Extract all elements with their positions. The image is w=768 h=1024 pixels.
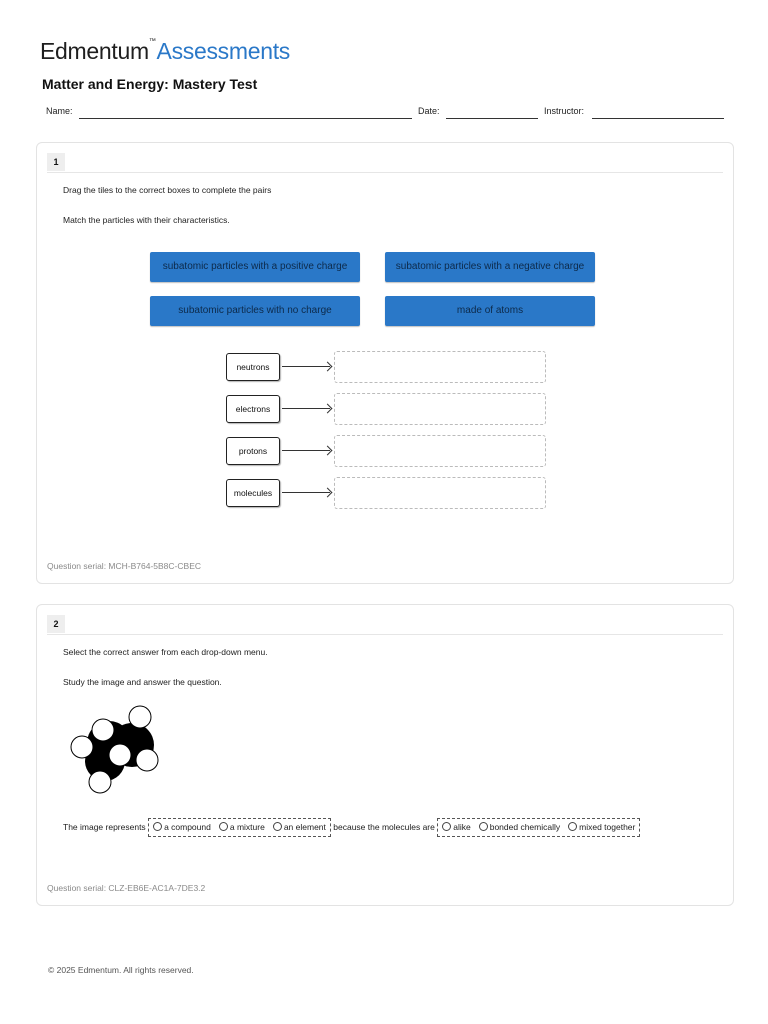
question-prompt: Study the image and answer the question. <box>63 677 222 687</box>
question-instruction: Drag the tiles to the correct boxes to complete the pairs <box>63 185 272 195</box>
option-alike[interactable] <box>442 820 470 835</box>
drop-box-neutrons[interactable] <box>334 351 546 383</box>
tile-positive-charge[interactable]: subatomic particles with a positive charge <box>150 252 360 282</box>
tile-no-charge[interactable]: subatomic particles with no charge <box>150 296 360 326</box>
term-neutrons: neutrons <box>226 353 280 381</box>
option-element[interactable] <box>273 820 326 835</box>
arrow-icon <box>282 450 330 451</box>
arrow-icon <box>282 492 330 493</box>
option-label: mixed together <box>579 822 636 832</box>
option-bonded-chemically[interactable] <box>479 820 560 835</box>
dropdown-menu-1[interactable] <box>148 818 331 837</box>
radio-icon[interactable] <box>153 822 162 831</box>
question-2-card <box>36 604 734 906</box>
date-label: Date: <box>418 106 440 116</box>
question-instruction: Select the correct answer from each drop-down menu. <box>63 647 268 657</box>
name-line <box>79 118 412 119</box>
option-mixture[interactable] <box>219 820 265 835</box>
radio-icon[interactable] <box>479 822 488 831</box>
logo-product: Assessments <box>156 38 290 64</box>
question-number: 1 <box>47 153 65 171</box>
radio-icon[interactable] <box>568 822 577 831</box>
divider <box>47 172 723 173</box>
arrow-icon <box>282 366 330 367</box>
question-prompt: Match the particles with their characteristics. <box>63 215 230 225</box>
option-compound[interactable] <box>153 820 211 835</box>
tile-made-of-atoms[interactable]: made of atoms <box>385 296 595 326</box>
date-line <box>446 118 538 119</box>
logo-trademark: ™ <box>148 38 156 45</box>
molecule-image <box>67 703 167 798</box>
page-title: Matter and Energy: Mastery Test <box>42 76 258 92</box>
logo-brand: Edmentum <box>40 38 149 64</box>
radio-icon[interactable] <box>219 822 228 831</box>
option-label: bonded chemically <box>489 822 561 832</box>
edmentum-logo <box>40 38 290 65</box>
instructor-line <box>592 118 724 119</box>
name-label: Name: <box>46 106 73 116</box>
drop-box-molecules[interactable] <box>334 477 546 509</box>
option-label: a compound <box>164 822 211 832</box>
question-serial: Question serial: CLZ-EB6E-AC1A-7DE3.2 <box>47 883 206 893</box>
term-molecules: molecules <box>226 479 280 507</box>
sentence-middle: because the molecules are <box>333 822 435 832</box>
option-label: alike <box>453 822 471 832</box>
instructor-label: Instructor: <box>544 106 585 116</box>
question-serial: Question serial: MCH-B764-5B8C-CBEC <box>47 561 201 571</box>
radio-icon[interactable] <box>273 822 282 831</box>
drop-box-protons[interactable] <box>334 435 546 467</box>
option-mixed-together[interactable] <box>568 820 635 835</box>
term-protons: protons <box>226 437 280 465</box>
question-1-card <box>36 142 734 584</box>
divider <box>47 634 723 635</box>
question-number: 2 <box>47 615 65 633</box>
option-label: a mixture <box>229 822 265 832</box>
option-label: an element <box>283 822 326 832</box>
dropdown-menu-2[interactable] <box>437 818 640 837</box>
radio-icon[interactable] <box>442 822 451 831</box>
term-electrons: electrons <box>226 395 280 423</box>
arrow-icon <box>282 408 330 409</box>
drop-box-electrons[interactable] <box>334 393 546 425</box>
copyright: © 2025 Edmentum. All rights reserved. <box>48 965 194 975</box>
sentence-start: The image represents <box>63 822 146 832</box>
tile-negative-charge[interactable]: subatomic particles with a negative charge <box>385 252 595 282</box>
answer-sentence <box>63 818 693 837</box>
